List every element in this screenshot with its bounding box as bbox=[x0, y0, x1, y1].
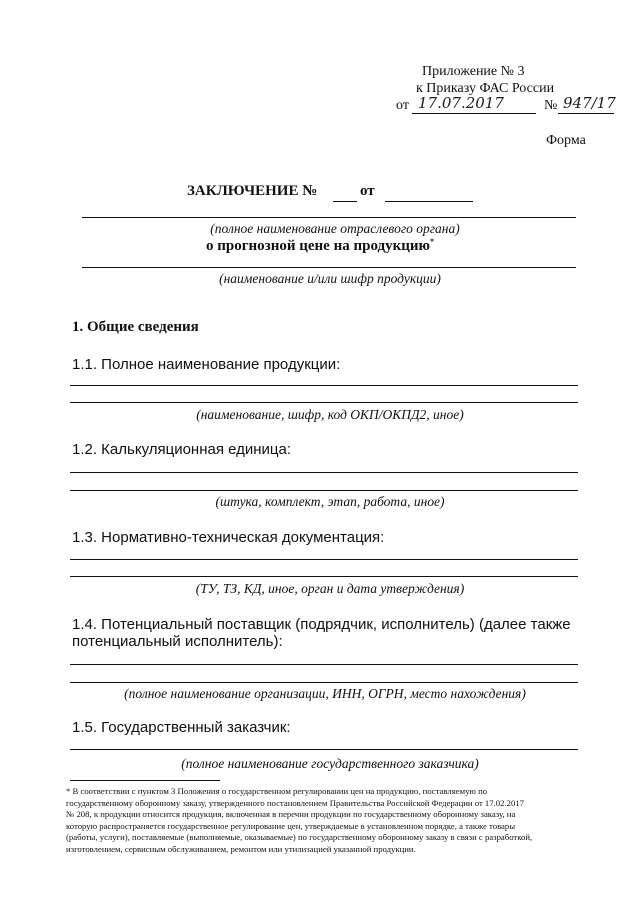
item-1-3-hint: (ТУ, ТЗ, КД, иное, орган и дата утверждения) bbox=[195, 581, 465, 596]
order-number: 947/17 bbox=[563, 94, 616, 112]
conclusion-date-line bbox=[385, 201, 473, 202]
item-1-2-label: 1.2. Калькуляционная единица: bbox=[72, 441, 292, 458]
date-prefix: от bbox=[396, 98, 409, 113]
conclusion-title: ЗАКЛЮЧЕНИЕ № bbox=[187, 183, 318, 199]
item-1-3-line-1[interactable] bbox=[70, 559, 578, 560]
item-1-4-line-1[interactable] bbox=[70, 664, 578, 665]
authority-hint: (полное наименование отраслевого органа) bbox=[210, 221, 460, 236]
footnote-line: * В соответствии с пунктом 3 Положения о государственном регулировании цен на продукцию, поставляемую по bbox=[66, 786, 488, 796]
item-1-4-label-line1: 1.4. Потенциальный поставщик (подрядчик, исполнитель) (далее также bbox=[72, 616, 571, 633]
item-1-4-hint: (полное наименование организации, ИНН, ОГРН, место нахождения) bbox=[124, 686, 526, 701]
item-1-1-hint: (наименование, шифр, код ОКП/ОКПД2, иное) bbox=[196, 407, 464, 422]
appendix-label: Приложение № 3 bbox=[422, 64, 525, 79]
item-1-1-label: 1.1. Полное наименование продукции: bbox=[72, 356, 341, 373]
item-1-5-label: 1.5. Государственный заказчик: bbox=[72, 719, 291, 736]
footnote bbox=[66, 786, 584, 856]
form-label: Форма bbox=[546, 133, 586, 148]
item-1-5-line[interactable] bbox=[70, 749, 578, 750]
item-1-3-label: 1.3. Нормативно-техническая документация: bbox=[72, 529, 385, 546]
footnote-line: № 208, к продукции относится продукция, включенная в перечни продукции по государственному оборонному заказу, на bbox=[66, 809, 516, 820]
item-1-1-line-2[interactable] bbox=[70, 402, 578, 403]
product-line bbox=[82, 267, 576, 268]
item-1-2-line-2[interactable] bbox=[70, 490, 578, 491]
product-hint: (наименование и/или шифр продукции) bbox=[219, 271, 441, 286]
section-heading: 1. Общие сведения bbox=[72, 319, 199, 335]
item-1-4-line-2[interactable] bbox=[70, 682, 578, 683]
date-underline bbox=[412, 113, 536, 114]
footnote-mark: * bbox=[430, 237, 435, 246]
item-1-2-line-1[interactable] bbox=[70, 472, 578, 473]
footnote-line: изготовлением, сервисным обслуживанием, ремонтом или утилизацией указанной продукции. bbox=[66, 843, 416, 854]
authority-line bbox=[82, 217, 576, 218]
item-1-4-label-line2: потенциальный исполнитель): bbox=[72, 633, 283, 650]
item-1-2-hint: (штука, комплект, этап, работа, иное) bbox=[215, 494, 445, 509]
footnote-line: государственному оборонному заказу, утвержденного постановлением Правительства Российской Федерации от 17.02.2017 bbox=[66, 797, 525, 808]
number-prefix: № bbox=[544, 98, 558, 113]
footnote-line: (работы, услуги), поставляемые (выполняемые, оказываемые) по государственному оборонному заказу в связи с разработкой, bbox=[66, 832, 533, 843]
order-label: к Приказу ФАС России bbox=[416, 81, 555, 96]
footnote-line: которую распространяется государственное регулирование цен, утверждаемые в установленном порядке, а также товары bbox=[66, 820, 516, 831]
order-date: 17.07.2017 bbox=[418, 94, 504, 112]
conclusion-from: от bbox=[360, 183, 375, 199]
conclusion-number-line bbox=[333, 201, 357, 202]
number-underline bbox=[558, 113, 614, 114]
footnote-separator bbox=[70, 780, 220, 781]
item-1-1-line-1[interactable] bbox=[70, 385, 578, 386]
item-1-3-line-2[interactable] bbox=[70, 576, 578, 577]
item-1-5-hint: (полное наименование государственного заказчика) bbox=[181, 756, 479, 771]
subtitle: о прогнозной цене на продукцию* bbox=[205, 237, 435, 254]
